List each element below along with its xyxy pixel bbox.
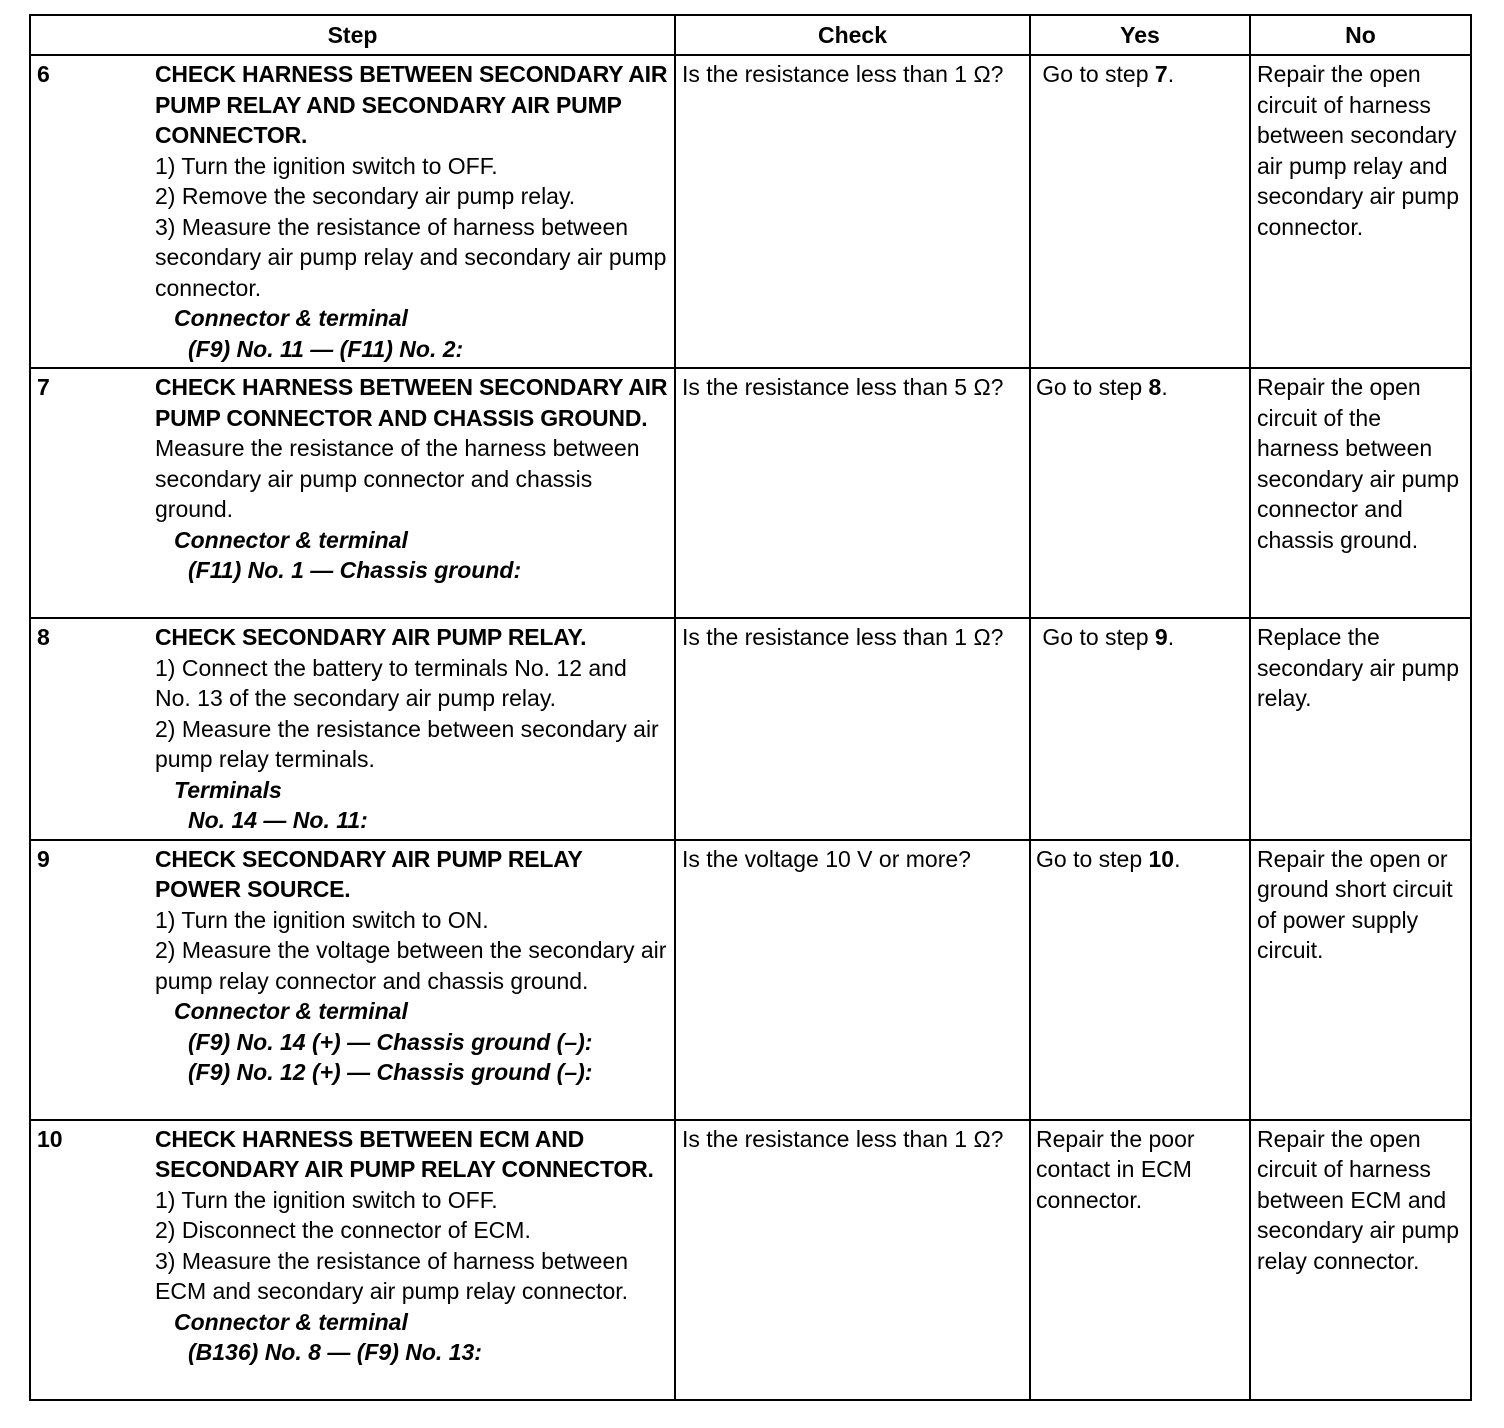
no-cell — [1250, 840, 1471, 1120]
yes-prefix: Repair the poor contact in ECM connector. — [1036, 1125, 1195, 1213]
no-text: Repair the open circuit of harness between ECM and secondary air pump relay connector. — [1257, 1125, 1459, 1274]
step-instruction: 2) Disconnect the connector of ECM. — [155, 1217, 531, 1243]
header-yes: Yes — [1030, 15, 1250, 55]
step-instruction: 3) Measure the resistance of harness between secondary air pump relay and secondary air pump connector. — [155, 213, 667, 301]
check-text: Is the resistance less than 5 Ω? — [682, 374, 1004, 400]
header-no: No — [1250, 15, 1471, 55]
no-text: Repair the open circuit of harness between secondary air pump relay and secondary air pump connector. — [1257, 61, 1459, 240]
step-sub-heading: Terminals — [174, 776, 282, 803]
no-cell — [1250, 55, 1471, 368]
step-instruction: 1) Turn the ignition switch to OFF. — [155, 152, 498, 179]
check-cell — [675, 368, 1030, 618]
table-row — [30, 1120, 1471, 1400]
check-cell — [675, 55, 1030, 368]
step-sub-heading: Connector & terminal — [174, 305, 408, 331]
step-cell — [30, 840, 675, 1120]
check-text: Is the resistance less than 1 Ω? — [682, 61, 1004, 87]
step-sub-value: (F9) No. 14 (+) — Chassis ground (–): — [188, 1028, 593, 1055]
yes-cell — [1030, 55, 1250, 368]
yes-suffix: . — [1161, 374, 1168, 400]
step-sub-value: (F9) No. 12 (+) — Chassis ground (–): — [188, 1059, 593, 1085]
yes-prefix: Go to step — [1036, 374, 1149, 400]
header-step: Step — [30, 15, 675, 55]
table-row — [30, 368, 1471, 618]
step-instruction: 1) Connect the battery to terminals No. 12 and No. 13 of the secondary air pump relay. — [155, 654, 627, 711]
yes-cell — [1030, 840, 1250, 1120]
step-cell — [30, 368, 675, 618]
step-number: 8 — [37, 624, 50, 650]
yes-suffix: . — [1174, 845, 1181, 872]
yes-text — [1031, 369, 1249, 406]
yes-step-number: 8 — [1148, 374, 1162, 400]
table-row — [30, 55, 1471, 368]
yes-text — [1031, 619, 1249, 656]
diagnostic-table — [29, 14, 1472, 1401]
step-cell — [30, 55, 675, 368]
yes-cell — [1030, 618, 1250, 840]
step-instruction: 2) Remove the secondary air pump relay. — [155, 183, 576, 209]
step-title: CHECK HARNESS BETWEEN ECM AND SECONDARY AIR PUMP RELAY CONNECTOR. — [155, 1125, 654, 1182]
step-instruction: 1) Turn the ignition switch to OFF. — [155, 1186, 498, 1213]
step-instruction: 1) Turn the ignition switch to ON. — [155, 906, 489, 933]
step-sub-value: (F9) No. 11 — (F11) No. 2: — [188, 335, 464, 362]
step-number: 6 — [37, 61, 50, 87]
yes-prefix: Go to step — [1036, 624, 1155, 650]
header-check: Check — [675, 15, 1030, 55]
step-title: CHECK SECONDARY AIR PUMP RELAY POWER SOURCE. — [155, 845, 583, 902]
yes-suffix: . — [1167, 624, 1175, 650]
step-cell — [30, 618, 675, 840]
no-cell — [1250, 368, 1471, 618]
header-row — [30, 15, 1471, 55]
yes-step-number: 10 — [1148, 845, 1175, 872]
yes-prefix: Go to step — [1036, 845, 1149, 872]
check-cell — [675, 618, 1030, 840]
yes-cell — [1030, 1120, 1250, 1400]
no-text: Repair the open circuit of the harness between secondary air pump connector and chassis ground. — [1257, 374, 1459, 553]
yes-text — [1031, 56, 1249, 93]
step-instruction: Measure the resistance of the harness between secondary air pump connector and chassis ground. — [155, 435, 640, 522]
table-row — [30, 618, 1471, 840]
step-instruction: 2) Measure the voltage between the secondary air pump relay connector and chassis ground. — [155, 937, 667, 994]
check-text: Is the resistance less than 1 Ω? — [682, 624, 1004, 650]
table-row — [30, 840, 1471, 1120]
step-sub-value: (B136) No. 8 — (F9) No. 13: — [188, 1339, 482, 1365]
step-number: 9 — [37, 845, 50, 872]
check-text: Is the resistance less than 1 Ω? — [682, 1125, 1004, 1152]
step-cell — [30, 1120, 675, 1400]
step-sub-heading: Connector & terminal — [174, 998, 408, 1024]
step-title: CHECK SECONDARY AIR PUMP RELAY. — [155, 624, 587, 650]
no-text: Replace the secondary air pump relay. — [1257, 624, 1459, 711]
step-number: 7 — [37, 374, 50, 400]
step-sub-heading: Connector & terminal — [174, 526, 408, 553]
yes-step-number: 9 — [1154, 624, 1168, 650]
no-cell — [1250, 1120, 1471, 1400]
yes-step-number: 7 — [1154, 61, 1168, 87]
step-title: CHECK HARNESS BETWEEN SECONDARY AIR PUMP RELAY AND SECONDARY AIR PUMP CONNECTOR. — [155, 61, 668, 148]
yes-cell — [1030, 368, 1250, 618]
step-sub-value: (F11) No. 1 — Chassis ground: — [188, 557, 522, 583]
yes-text — [1031, 841, 1249, 878]
no-cell — [1250, 618, 1471, 840]
check-cell — [675, 1120, 1030, 1400]
step-title: CHECK HARNESS BETWEEN SECONDARY AIR PUMP CONNECTOR AND CHASSIS GROUND. — [155, 374, 668, 431]
step-sub-value: No. 14 — No. 11: — [188, 807, 368, 833]
yes-suffix: . — [1167, 61, 1175, 87]
step-sub-heading: Connector & terminal — [174, 1308, 408, 1335]
check-text: Is the voltage 10 V or more? — [682, 845, 971, 872]
step-instruction: 2) Measure the resistance between secondary air pump relay terminals. — [155, 715, 659, 772]
check-cell — [675, 840, 1030, 1120]
yes-text — [1031, 1121, 1249, 1219]
yes-prefix: Go to step — [1036, 61, 1155, 87]
step-instruction: 3) Measure the resistance of harness between ECM and secondary air pump relay connector. — [155, 1247, 629, 1304]
no-text: Repair the open or ground short circuit of power supply circuit. — [1257, 845, 1453, 963]
step-number: 10 — [37, 1125, 63, 1152]
